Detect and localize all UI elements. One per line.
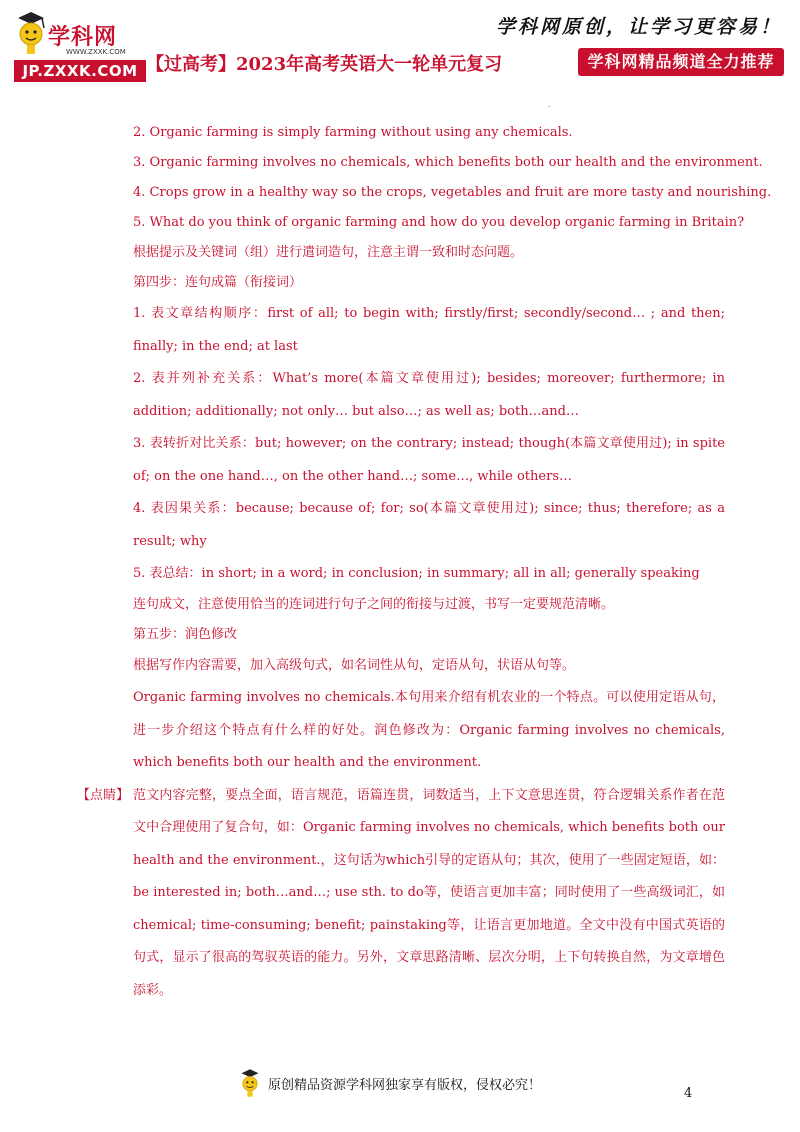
- zxxk-logo: [14, 10, 146, 78]
- sentence-5: 5. What do you think of organic farming and how do you develop organic farming in Britain?: [133, 215, 745, 230]
- mascot-icon: [14, 10, 48, 56]
- sentence-3: 3. Organic farming involves no chemicals, which benefits both our health and the environment.: [133, 155, 763, 170]
- comment-tag: 【点睛】: [77, 787, 130, 803]
- comment-text: 范文内容完整，要点全面，语言规范，语篇连贯，词数适当，上下文意思连贯，符合逻辑关系作者在范文中合理使用了复合句，如：Organic farming involves no chemicals, which benefits both our health and the environment.，这句话为which引导的定语从句；其次，使用了一些固定短语，如：be interested in; both…and…; use sth. to do等，使语言更加丰富；同时使用了一些高级词汇，如chemical; time-consuming; benefit; painstaking等，让语言更加地道。全文中没有中国式英语的句式，显示了很高的驾驭英语的能力。另外，文章思路清晰、层次分明，上下句转换自然，为文章增色添彩。: [133, 787, 725, 998]
- hint-linking: 连句成文，注意使用恰当的连词进行句子之间的衔接与过渡，书写一定要规范清晰。: [133, 597, 615, 612]
- site-badge: JP.ZXXK.COM: [14, 60, 146, 82]
- polish-example: Organic farming involves no chemicals.本句用来介绍有机农业的一个特点。可以使用定语从句，进一步介绍这个特点有什么样的好处。润色修改为：Organic farming involves no chemicals, which benefits both our health and the environment.: [133, 690, 725, 770]
- logo-url: WWW.ZXXK.COM: [66, 48, 126, 56]
- divider-dot: .: [548, 100, 551, 109]
- logo-text: 学科网: [48, 25, 118, 50]
- connector-cause: 4. 表因果关系：because; because of; for; so(本篇文章使用过); since; thus; therefore; as a result; why: [133, 501, 725, 549]
- page-number: 4: [684, 1086, 693, 1101]
- step4-heading: 第四步：连句成篇（衔接词）: [133, 275, 303, 290]
- recommend-banner: 学科网精品频道全力推荐: [578, 48, 784, 76]
- connector-summary: 5. 表总结：in short; in a word; in conclusion; in summary; all in all; generally speaking: [133, 566, 700, 581]
- sentence-2: 2. Organic farming is simply farming without using any chemicals.: [133, 125, 573, 140]
- connector-order: 1. 表文章结构顺序：first of all; to begin with; firstly/first; secondly/second… ; and then; finally; in the end; at last: [133, 306, 725, 354]
- page-footer: [0, 1062, 800, 1102]
- sentence-4: 4. Crops grow in a healthy way so the crops, vegetables and fruit are more tasty and nourishing.: [133, 185, 772, 200]
- connector-addition: 2. 表并列补充关系：What’s more(本篇文章使用过); besides; moreover; furthermore; in addition; additionally; not only… but also…; as well as; both…and…: [133, 371, 725, 419]
- article-body: [77, 118, 772, 1007]
- page-header: [0, 0, 800, 109]
- step5-heading: 第五步：润色修改: [133, 627, 238, 642]
- mascot-icon: [238, 1068, 262, 1098]
- hint-polish: 根据写作内容需要，加入高级句式，如名词性从句，定语从句，状语从句等。: [133, 658, 576, 673]
- slogan: 学科网原创，让学习更容易！: [495, 16, 782, 38]
- connector-contrast: 3. 表转折对比关系：but; however; on the contrary; instead; though(本篇文章使用过); in spite of; on the one hand…, on the other hand…; some…, while others…: [133, 436, 725, 484]
- copyright-notice: 原创精品资源学科网独家享有版权，侵权必究！: [268, 1078, 542, 1093]
- comment-paragraph: [77, 780, 725, 1008]
- hint-sentence-building: 根据提示及关键词（组）进行遣词造句，注意主谓一致和时态问题。: [133, 245, 524, 260]
- document-title: 【过高考】2023年高考英语大一轮单元复习: [146, 54, 503, 75]
